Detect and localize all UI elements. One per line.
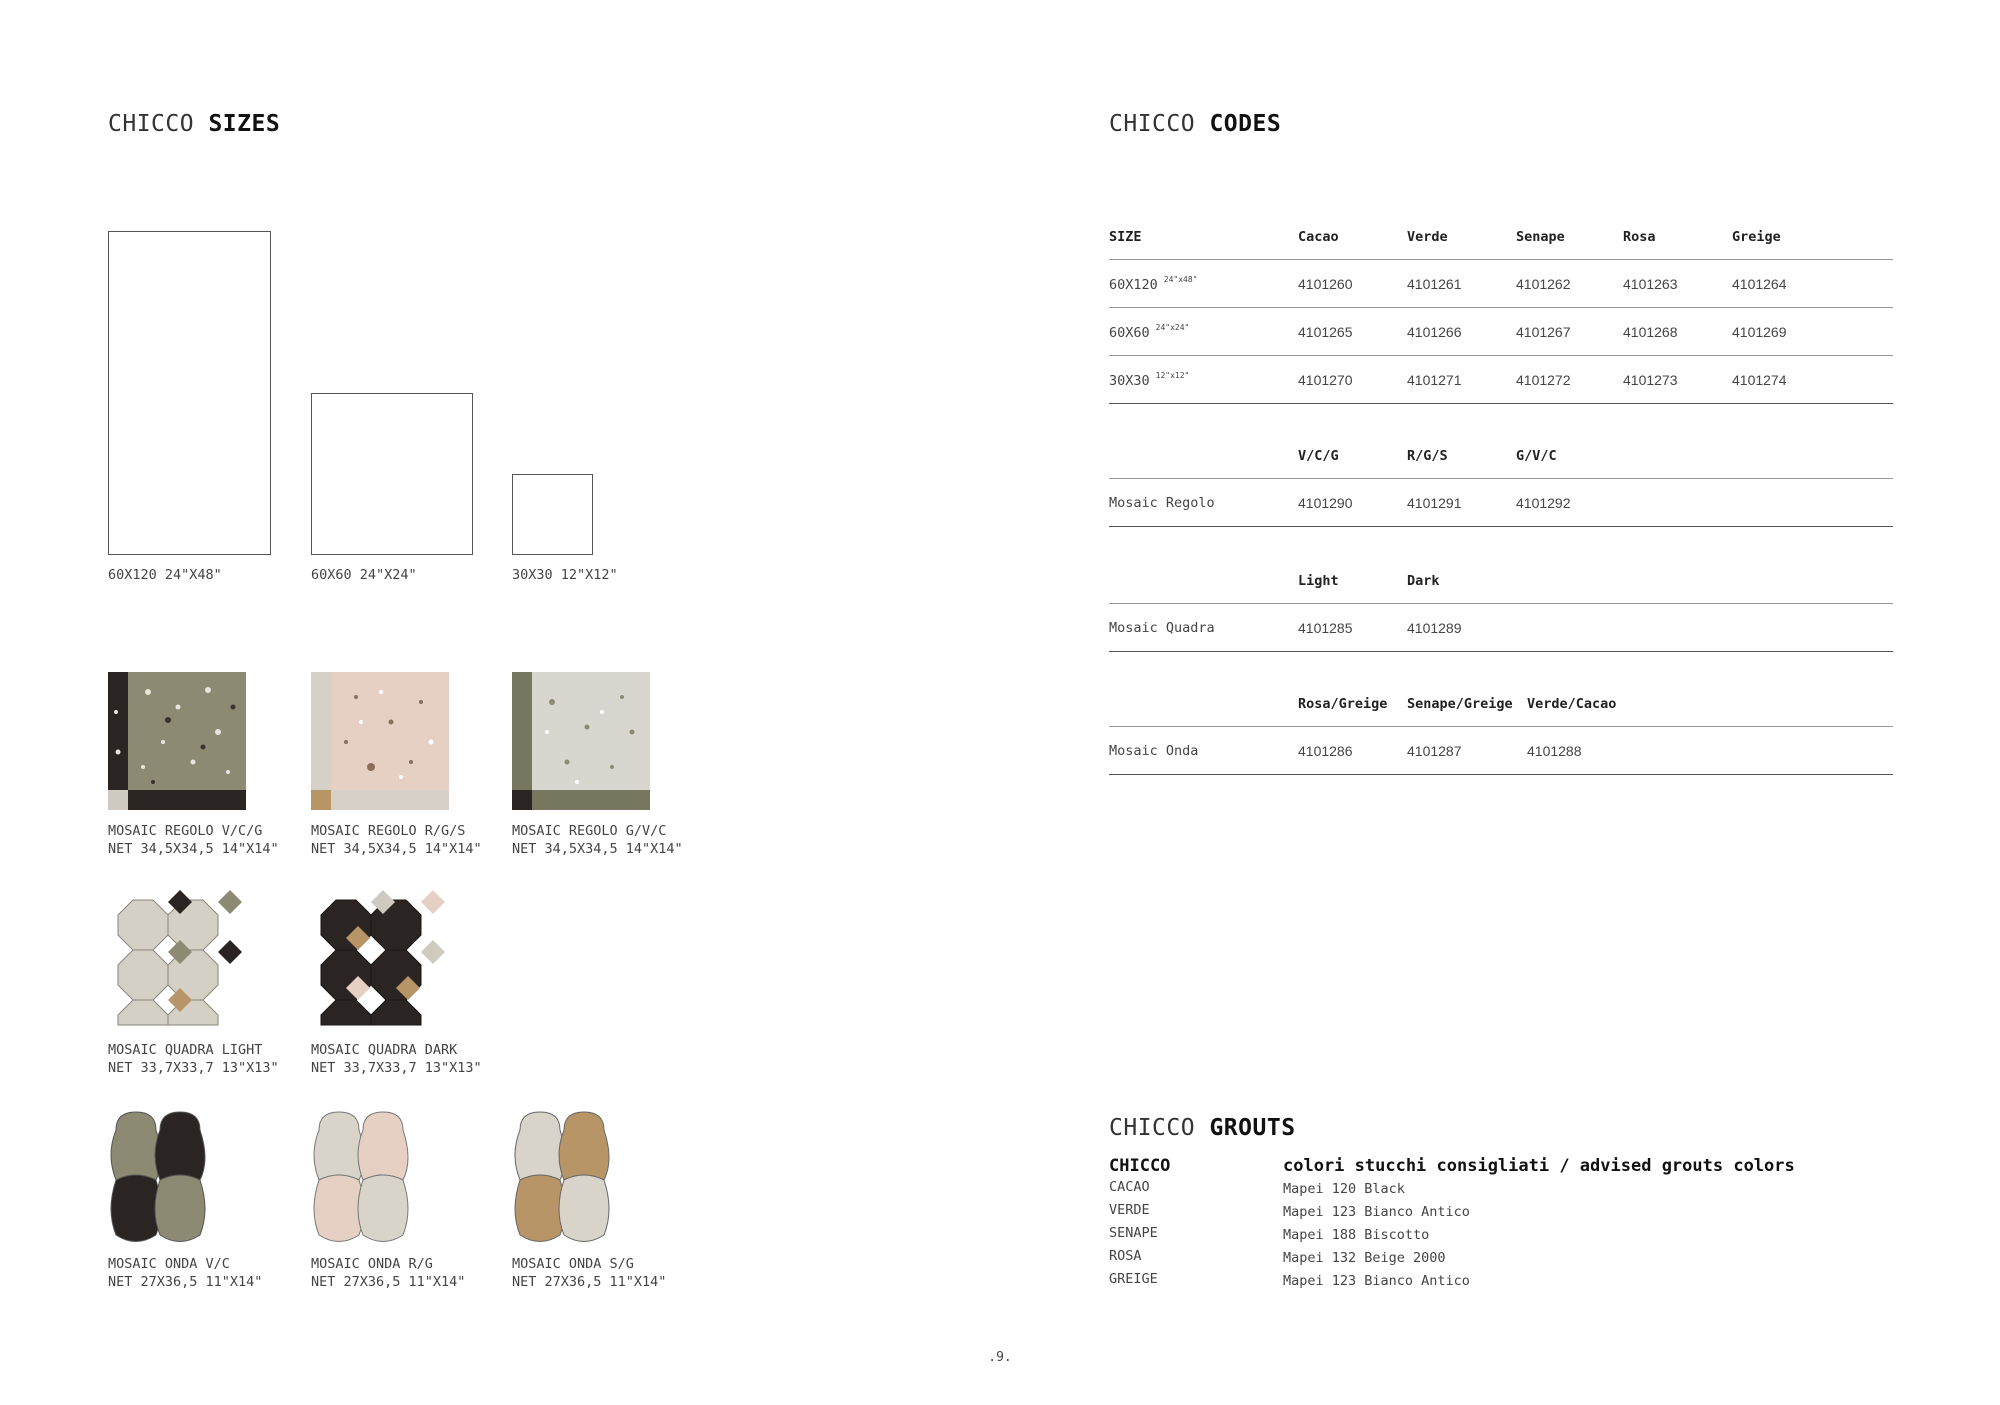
codes-title-light: CHICCO bbox=[1109, 111, 1196, 137]
code-cell: 4101264 bbox=[1732, 275, 1787, 292]
sizes-title-bold: SIZES bbox=[208, 111, 281, 137]
grout-color-label: CACAO bbox=[1109, 1179, 1150, 1195]
quadra-light-net: NET 33,7X33,7 13"X13" bbox=[108, 1060, 279, 1076]
code-cell: 4101274 bbox=[1732, 371, 1787, 388]
onda-rg-net: NET 27X36,5 11"X14" bbox=[311, 1274, 466, 1290]
grouts-col1-heading: CHICCO bbox=[1109, 1156, 1171, 1176]
code-cell: 4101265 bbox=[1298, 323, 1353, 340]
size-caption-30x30: 30X30 12"X12" bbox=[512, 567, 618, 583]
header-verde-cacao: Verde/Cacao bbox=[1527, 695, 1617, 712]
terrazzo-texture bbox=[512, 672, 650, 810]
onda-table-header bbox=[1109, 681, 1893, 727]
table-row bbox=[1109, 308, 1893, 356]
grouts-title bbox=[1109, 1115, 1296, 1141]
size-label: 60X60 bbox=[1109, 324, 1150, 341]
grout-value: Mapei 123 Bianco Antico bbox=[1283, 1273, 1470, 1289]
code-cell: 4101292 bbox=[1516, 494, 1571, 511]
size-label: 60X120 bbox=[1109, 276, 1158, 293]
size-inch: 12"x12" bbox=[1155, 370, 1190, 380]
grout-color-label: ROSA bbox=[1109, 1248, 1142, 1264]
code-cell: 4101268 bbox=[1623, 323, 1678, 340]
quadra-dark-caption bbox=[311, 1041, 482, 1077]
header-senape-greige: Senape/Greige bbox=[1407, 695, 1513, 712]
code-cell: 4101269 bbox=[1732, 323, 1787, 340]
sizes-title-light: CHICCO bbox=[108, 111, 195, 137]
codes-table-header bbox=[1109, 214, 1893, 260]
code-cell: 4101273 bbox=[1623, 371, 1678, 388]
size-outline-60x60 bbox=[311, 393, 473, 555]
grouts-title-light: CHICCO bbox=[1109, 1115, 1196, 1141]
code-cell: 4101290 bbox=[1298, 494, 1353, 511]
size-inch: 24"x24" bbox=[1155, 322, 1190, 332]
table-row bbox=[1109, 260, 1893, 308]
grout-color-label: SENAPE bbox=[1109, 1225, 1158, 1241]
onda-vc-caption bbox=[108, 1255, 262, 1291]
header-greige: Greige bbox=[1732, 228, 1781, 245]
header-rosa: Rosa bbox=[1623, 228, 1656, 245]
row-size bbox=[1109, 275, 1198, 293]
row-label: Mosaic Regolo bbox=[1109, 494, 1215, 511]
regolo-vcg-swatch bbox=[108, 672, 246, 810]
table-row bbox=[1109, 727, 1893, 775]
table-row bbox=[1109, 604, 1893, 652]
regolo-gvc-name: MOSAIC REGOLO G/V/C bbox=[512, 823, 667, 839]
regolo-gvc-swatch bbox=[512, 672, 650, 810]
code-cell: 4101271 bbox=[1407, 371, 1462, 388]
code-cell: 4101261 bbox=[1407, 275, 1462, 292]
row-size bbox=[1109, 371, 1189, 389]
grout-value: Mapei 120 Black bbox=[1283, 1181, 1405, 1197]
quadra-codes-table bbox=[1109, 558, 1893, 652]
row-label: Mosaic Quadra bbox=[1109, 619, 1215, 636]
code-cell: 4101263 bbox=[1623, 275, 1678, 292]
code-cell: 4101267 bbox=[1516, 323, 1571, 340]
onda-vc-swatch bbox=[108, 1110, 212, 1250]
codes-table bbox=[1109, 214, 1893, 404]
terrazzo-texture bbox=[311, 672, 449, 810]
regolo-codes-table bbox=[1109, 433, 1893, 527]
regolo-gvc-net: NET 34,5X34,5 14"X14" bbox=[512, 841, 683, 857]
regolo-vcg-caption bbox=[108, 822, 279, 858]
regolo-vcg-name: MOSAIC REGOLO V/C/G bbox=[108, 823, 263, 839]
code-cell: 4101260 bbox=[1298, 275, 1353, 292]
quadra-light-caption bbox=[108, 1041, 279, 1077]
size-caption-60x60: 60X60 24"X24" bbox=[311, 567, 417, 583]
grout-value: Mapei 188 Biscotto bbox=[1283, 1227, 1430, 1243]
table-row bbox=[1109, 356, 1893, 404]
quadra-dark-name: MOSAIC QUADRA DARK bbox=[311, 1042, 458, 1058]
header-dark: Dark bbox=[1407, 572, 1440, 589]
row-label: Mosaic Onda bbox=[1109, 742, 1199, 759]
codes-title bbox=[1109, 111, 1281, 137]
header-gvc: G/V/C bbox=[1516, 447, 1557, 464]
onda-sg-net: NET 27X36,5 11"X14" bbox=[512, 1274, 667, 1290]
regolo-rgs-name: MOSAIC REGOLO R/G/S bbox=[311, 823, 466, 839]
onda-rg-caption bbox=[311, 1255, 465, 1291]
quadra-table-header bbox=[1109, 558, 1893, 604]
onda-vc-net: NET 27X36,5 11"X14" bbox=[108, 1274, 263, 1290]
grout-color-label: GREIGE bbox=[1109, 1271, 1158, 1287]
header-senape: Senape bbox=[1516, 228, 1565, 245]
code-cell: 4101272 bbox=[1516, 371, 1571, 388]
size-caption-60x120: 60X120 24"X48" bbox=[108, 567, 222, 583]
grout-color-label: VERDE bbox=[1109, 1202, 1150, 1218]
quadra-light-name: MOSAIC QUADRA LIGHT bbox=[108, 1042, 263, 1058]
grouts-col2-heading: colori stucchi consigliati / advised grouts colors bbox=[1283, 1156, 1795, 1176]
onda-sg-swatch bbox=[512, 1110, 616, 1250]
onda-vc-name: MOSAIC ONDA V/C bbox=[108, 1256, 230, 1272]
code-cell: 4101288 bbox=[1527, 742, 1582, 759]
onda-sg-name: MOSAIC ONDA S/G bbox=[512, 1256, 634, 1272]
code-cell: 4101291 bbox=[1407, 494, 1462, 511]
grout-value: Mapei 123 Bianco Antico bbox=[1283, 1204, 1470, 1220]
grouts-title-bold: GROUTS bbox=[1209, 1115, 1296, 1141]
code-cell: 4101262 bbox=[1516, 275, 1571, 292]
size-inch: 24"x48" bbox=[1163, 274, 1198, 284]
header-verde: Verde bbox=[1407, 228, 1448, 245]
header-vcg: V/C/G bbox=[1298, 447, 1339, 464]
header-light: Light bbox=[1298, 572, 1339, 589]
quadra-dark-swatch bbox=[311, 890, 453, 1032]
regolo-gvc-caption bbox=[512, 822, 683, 858]
table-row bbox=[1109, 479, 1893, 527]
code-cell: 4101285 bbox=[1298, 619, 1353, 636]
code-cell: 4101286 bbox=[1298, 742, 1353, 759]
regolo-rgs-net: NET 34,5X34,5 14"X14" bbox=[311, 841, 482, 857]
regolo-rgs-caption bbox=[311, 822, 482, 858]
code-cell: 4101270 bbox=[1298, 371, 1353, 388]
sizes-title bbox=[108, 111, 280, 137]
quadra-dark-net: NET 33,7X33,7 13"X13" bbox=[311, 1060, 482, 1076]
header-size: SIZE bbox=[1109, 228, 1142, 245]
size-outline-30x30 bbox=[512, 474, 593, 555]
regolo-vcg-net: NET 34,5X34,5 14"X14" bbox=[108, 841, 279, 857]
regolo-rgs-swatch bbox=[311, 672, 449, 810]
header-rgs: R/G/S bbox=[1407, 447, 1448, 464]
code-cell: 4101289 bbox=[1407, 619, 1462, 636]
row-size bbox=[1109, 323, 1189, 341]
header-rosa-greige: Rosa/Greige bbox=[1298, 695, 1388, 712]
codes-title-bold: CODES bbox=[1209, 111, 1282, 137]
grout-value: Mapei 132 Beige 2000 bbox=[1283, 1250, 1446, 1266]
onda-rg-swatch bbox=[311, 1110, 415, 1250]
quadra-light-swatch bbox=[108, 890, 250, 1032]
onda-rg-name: MOSAIC ONDA R/G bbox=[311, 1256, 433, 1272]
onda-sg-caption bbox=[512, 1255, 666, 1291]
size-outline-60x120 bbox=[108, 231, 271, 555]
onda-codes-table bbox=[1109, 681, 1893, 775]
regolo-table-header bbox=[1109, 433, 1893, 479]
header-cacao: Cacao bbox=[1298, 228, 1339, 245]
page-number: .9. bbox=[988, 1350, 1012, 1365]
code-cell: 4101287 bbox=[1407, 742, 1462, 759]
code-cell: 4101266 bbox=[1407, 323, 1462, 340]
size-label: 30X30 bbox=[1109, 372, 1150, 389]
terrazzo-texture bbox=[108, 672, 246, 810]
